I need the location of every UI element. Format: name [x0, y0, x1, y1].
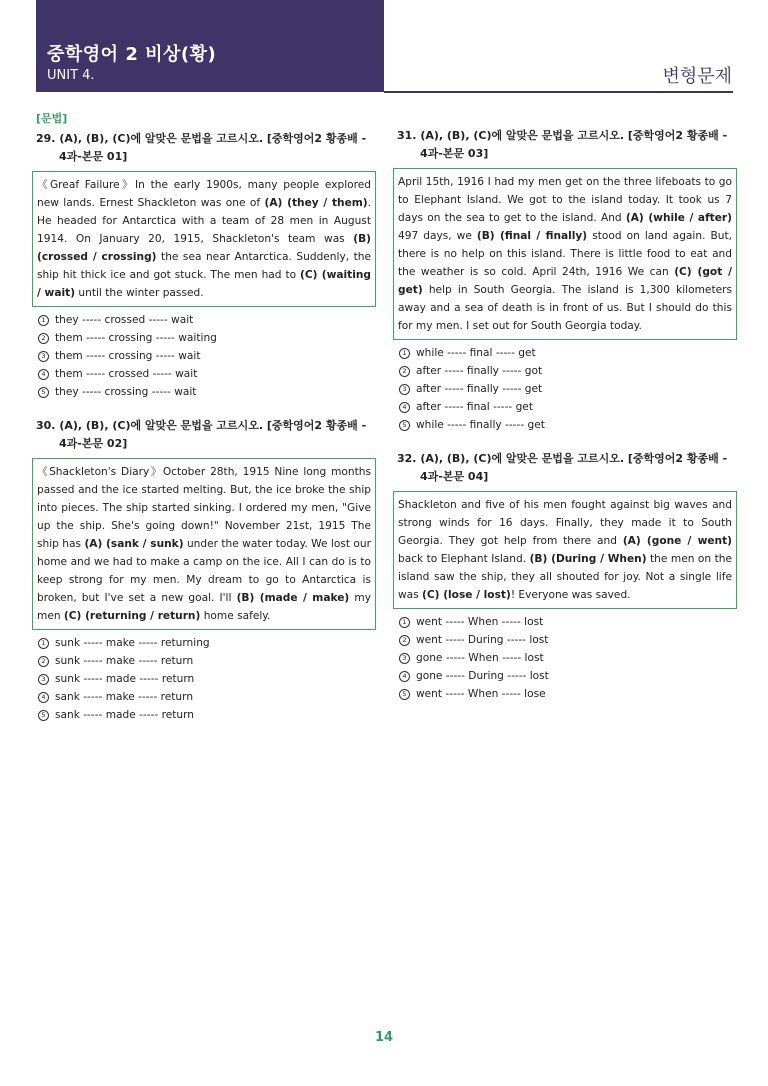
answer-option[interactable] — [36, 652, 372, 670]
passage-text: help in South Georgia. The island is 1,300 kilometers away and a sea of death is in front of us. But I should do this for my men. I set out for South Georgia today. — [398, 284, 732, 332]
answer-option[interactable] — [397, 613, 733, 631]
option-number: 4 — [38, 369, 49, 380]
answer-option[interactable] — [36, 347, 372, 365]
answer-option[interactable] — [36, 329, 372, 347]
right-column — [397, 110, 733, 719]
passage-text: 《Shackleton's Diary》October 28th, 1915 Nine long months passed and the ice started melting. But, the ice broke the ship into pieces. The ship started sinking. I ordered my men, "Give up the ship. She's going down!" November 21st, 1915 The ship has — [37, 466, 371, 550]
blank-choice: (B) (crossed / crossing) — [37, 233, 371, 263]
blank-choice: (A) (sank / sunk) — [84, 538, 184, 550]
header-banner — [36, 0, 384, 92]
header-divider — [384, 91, 733, 93]
blank-choice: (C) (got / get) — [398, 266, 732, 296]
answer-option[interactable] — [36, 311, 372, 329]
question-31 — [397, 127, 733, 434]
options-list — [397, 613, 733, 703]
option-number: 2 — [38, 656, 49, 667]
option-text: after ----- final ----- get — [416, 401, 533, 413]
option-number: 3 — [38, 674, 49, 685]
answer-option[interactable] — [397, 380, 733, 398]
unit-label: UNIT 4. — [47, 68, 95, 83]
answer-option[interactable] — [397, 362, 733, 380]
option-text: sunk ----- make ----- returning — [55, 637, 210, 649]
option-number: 1 — [399, 617, 410, 628]
answer-option[interactable] — [36, 706, 372, 724]
answer-option[interactable] — [36, 365, 372, 383]
option-text: sunk ----- make ----- return — [55, 655, 194, 667]
passage-text: back to Elephant Island. — [398, 553, 530, 565]
option-text: after ----- finally ----- get — [416, 383, 543, 395]
blank-choice: (B) (During / When) — [529, 553, 647, 565]
answer-option[interactable] — [36, 634, 372, 652]
answer-option[interactable] — [397, 416, 733, 434]
answer-option[interactable] — [397, 649, 733, 667]
answer-option[interactable] — [36, 383, 372, 401]
passage-text: my men — [37, 592, 371, 622]
passage-text: ! Everyone was saved. — [510, 589, 631, 601]
question-29 — [36, 130, 372, 401]
question-30 — [36, 417, 372, 724]
answer-option[interactable] — [397, 398, 733, 416]
question-title: 31. (A), (B), (C)에 알맞은 문법을 고르시오. [중학영어2 황종배 - 4과-본문 03] — [397, 129, 728, 160]
blank-choice: (C) (waiting / wait) — [37, 269, 372, 299]
option-number: 2 — [399, 366, 410, 377]
option-text: went ----- When ----- lost — [416, 616, 544, 628]
book-title: 중학영어 2 비상(황) — [47, 44, 217, 65]
passage-text: the men on the island saw the ship, they all shouted for joy. Not a single life was — [398, 553, 732, 601]
option-number: 1 — [38, 315, 49, 326]
question-32 — [397, 450, 733, 703]
passage-text: Shackleton and five of his men fought against big waves and strong winds for 16 days. Finally, they made it to South Georgia. They got help from there and — [398, 499, 732, 547]
option-number: 4 — [38, 692, 49, 703]
option-number: 4 — [399, 402, 410, 413]
blank-choice: (B) (made / make) — [236, 592, 350, 604]
option-text: gone ----- When ----- lost — [416, 652, 544, 664]
answer-option[interactable] — [397, 344, 733, 362]
blank-choice: (C) (lose / lost) — [422, 589, 511, 601]
option-text: gone ----- During ----- lost — [416, 670, 549, 682]
option-text: they ----- crossing ----- wait — [55, 386, 197, 398]
option-text: them ----- crossing ----- wait — [55, 350, 201, 362]
option-text: them ----- crossed ----- wait — [55, 368, 198, 380]
option-text: them ----- crossing ----- waiting — [55, 332, 217, 344]
option-number: 3 — [399, 653, 410, 664]
option-number: 3 — [38, 351, 49, 362]
option-number: 2 — [399, 635, 410, 646]
option-text: after ----- finally ----- got — [416, 365, 543, 377]
passage-text: under the water today. We lost our home and we had to make a camp on the ice. All I can do is to keep strong for my men. My dream to go to Antarctica is broken, but I've set a new goal. I'll — [37, 538, 371, 604]
section-spacer — [397, 110, 733, 123]
left-column — [36, 110, 372, 740]
option-number: 2 — [38, 333, 49, 344]
answer-option[interactable] — [397, 667, 733, 685]
passage-text: 497 days, we — [398, 230, 477, 242]
option-text: while ----- final ----- get — [416, 347, 536, 359]
question-title: 32. (A), (B), (C)에 알맞은 문법을 고르시오. [중학영어2 황종배 - 4과-본문 04] — [397, 452, 728, 483]
passage-box — [32, 458, 376, 630]
page-number: 14 — [374, 1030, 394, 1045]
passage-text: 《Greaf Failure》In the early 1900s, many people explored new lands. Ernest Shackleton was one of — [37, 179, 371, 209]
option-text: went ----- During ----- lost — [416, 634, 549, 646]
doc-type-label: 변형문제 — [662, 66, 732, 87]
passage-box — [393, 168, 737, 340]
passage-text: April 15th, 1916 I had my men get on the three lifeboats to go to Elephant Island. We got to the island today. It took us 7 days on the sea to get to the island. And — [398, 176, 732, 224]
answer-option[interactable] — [397, 631, 733, 649]
option-number: 5 — [399, 420, 410, 431]
option-number: 5 — [399, 689, 410, 700]
question-title: 30. (A), (B), (C)에 알맞은 문법을 고르시오. [중학영어2 황종배 - 4과-본문 02] — [36, 419, 367, 450]
options-list — [36, 634, 372, 724]
blank-choice: (A) (while / after) — [625, 212, 732, 224]
question-title: 29. (A), (B), (C)에 알맞은 문법을 고르시오. [중학영어2 황종배 - 4과-본문 01] — [36, 132, 367, 163]
option-number: 4 — [399, 671, 410, 682]
passage-text: stood on land again. But, there is no help on this island. There is little food to eat and the weather is so cold. April 24th, 1916 We can — [398, 230, 732, 278]
answer-option[interactable] — [36, 688, 372, 706]
option-text: they ----- crossed ----- wait — [55, 314, 194, 326]
option-text: went ----- When ----- lose — [416, 688, 546, 700]
option-text: sunk ----- made ----- return — [55, 673, 195, 685]
option-number: 1 — [399, 348, 410, 359]
option-number: 3 — [399, 384, 410, 395]
answer-option[interactable] — [36, 670, 372, 688]
section-label: [문법] — [36, 112, 68, 125]
passage-text: home safely. — [200, 610, 271, 622]
option-number: 1 — [38, 638, 49, 649]
passage-text: the sea near Antarctica. Suddenly, the ship hit thick ice and got stuck. The men had to — [37, 251, 371, 281]
option-number: 5 — [38, 387, 49, 398]
passage-box — [32, 171, 376, 307]
passage-box — [393, 491, 737, 609]
option-number: 5 — [38, 710, 49, 721]
blank-choice: (A) (they / them) — [264, 197, 368, 209]
blank-choice: (C) (returning / return) — [63, 610, 201, 622]
blank-choice: (B) (final / finally) — [476, 230, 588, 242]
blank-choice: (A) (gone / went) — [622, 535, 732, 547]
passage-text: . He headed for Antarctica with a team of 28 men in August 1914. On January 20, 1915, Shackleton's team was — [37, 197, 372, 245]
options-list — [36, 311, 372, 401]
passage-text: until the winter passed. — [75, 287, 204, 299]
option-text: while ----- finally ----- get — [416, 419, 545, 431]
options-list — [397, 344, 733, 434]
option-text: sank ----- make ----- return — [55, 691, 194, 703]
option-text: sank ----- made ----- return — [55, 709, 195, 721]
answer-option[interactable] — [397, 685, 733, 703]
